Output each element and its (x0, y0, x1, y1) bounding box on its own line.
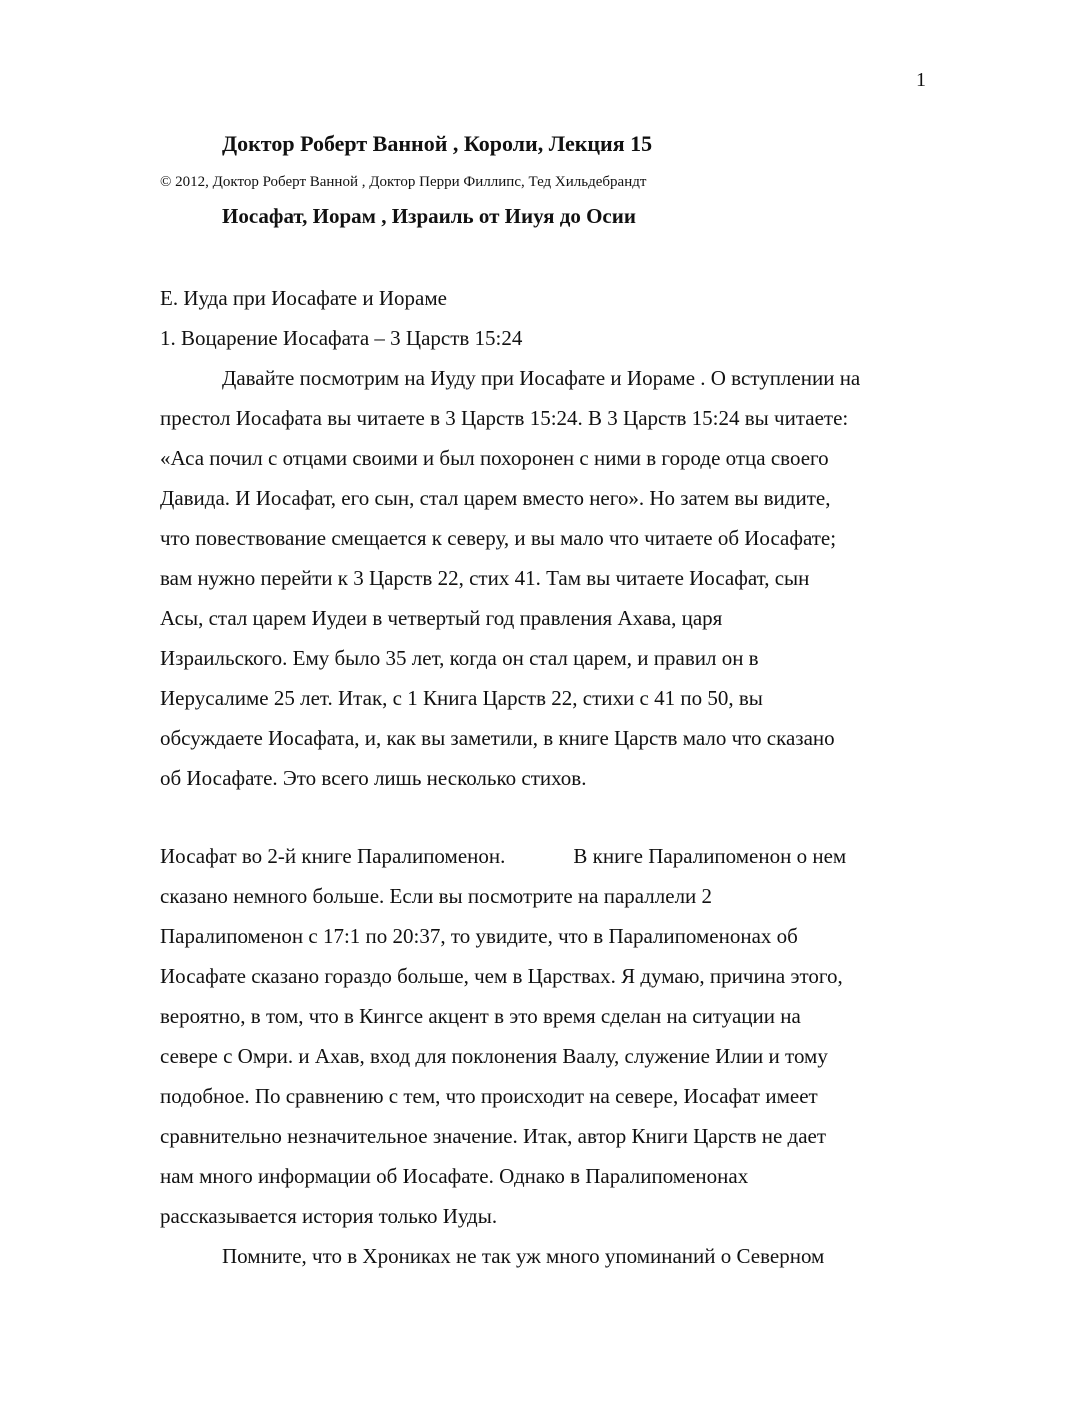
paragraph1-line: престол Иосафата вы читаете в 3 Царств 15:24. В 3 Царств 15:24 вы читаете: (160, 406, 849, 430)
paragraph1-line: Давида. И Иосафат, его сын, стал царем вместо него». Но затем вы видите, (160, 486, 831, 510)
subsection-heading: 1. Воцарение Иосафата – 3 Царств 15:24 (160, 326, 523, 350)
paragraph2-line: рассказывается история только Иуды. (160, 1204, 498, 1228)
lecture-subtitle: Иосафат, Иорам , Израиль от Ииуя до Осии (222, 204, 636, 228)
paragraph1-line: Асы, стал царем Иудеи в четвертый год правления Ахава, царя (160, 606, 723, 630)
paragraph2-line: Паралипоменон с 17:1 по 20:37, то увидите, что в Паралипоменонах об (160, 924, 798, 948)
paragraph3-line: Помните, что в Хрониках не так уж много упоминаний о Северном (222, 1244, 825, 1268)
paragraph2-line: севере с Омри. и Ахав, вход для поклонения Ваалу, служение Илии и тому (160, 1044, 828, 1068)
paragraph2-first-text: В книге Паралипоменон о нем (573, 844, 847, 868)
paragraph2-first-line (160, 842, 846, 870)
paragraph1-line: обсуждаете Иосафата, и, как вы заметили, в книге Царств мало что сказано (160, 726, 835, 750)
paragraph1-line: Иерусалиме 25 лет. Итак, с 1 Книга Царств 22, стихи с 41 по 50, вы (160, 686, 763, 710)
copyright-line: © 2012, Доктор Роберт Ванной , Доктор Перри Филлипс, Тед Хильдебрандт (160, 174, 647, 190)
paragraph1-line: об Иосафате. Это всего лишь несколько стихов. (160, 766, 587, 790)
lecture-title: Доктор Роберт Ванной , Короли, Лекция 15 (222, 131, 653, 156)
page-number: 1 (916, 69, 926, 91)
paragraph2-line: сравнительно незначительное значение. Итак, автор Книги Царств не дает (160, 1124, 827, 1148)
paragraph2-line: вероятно, в том, что в Кингсе акцент в это время сделан на ситуации на (160, 1004, 801, 1028)
paragraph1-line: «Аса почил с отцами своими и был похоронен с ними в городе отца своего (160, 446, 829, 470)
paragraph2-line: нам много информации об Иосафате. Однако в Паралипоменонах (160, 1164, 749, 1188)
paragraph2-line: сказано немного больше. Если вы посмотрите на параллели 2 (160, 884, 713, 908)
section-heading: Е. Иуда при Иосафате и Иораме (160, 286, 447, 310)
paragraph1-line: Давайте посмотрим на Иуду при Иосафате и Иораме . О вступлении на (222, 366, 861, 390)
paragraph1-line: Израильского. Ему было 35 лет, когда он стал царем, и правил он в (160, 646, 759, 670)
paragraph2-line: подобное. По сравнению с тем, что происходит на севере, Иосафат имеет (160, 1084, 818, 1108)
paragraph2-heading: Иосафат во 2-й книге Паралипоменон. (160, 844, 506, 868)
paragraph1-line: что повествование смещается к северу, и вы мало что читаете об Иосафате; (160, 526, 837, 550)
paragraph2-line: Иосафате сказано гораздо больше, чем в Царствах. Я думаю, причина этого, (160, 964, 843, 988)
paragraph1-line: вам нужно перейти к 3 Царств 22, стих 41. Там вы читаете Иосафат, сын (160, 566, 810, 590)
